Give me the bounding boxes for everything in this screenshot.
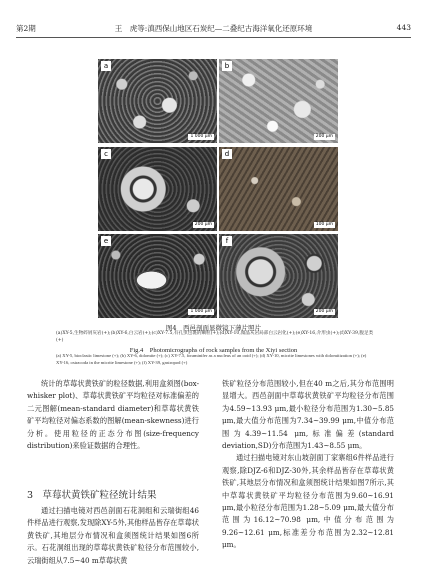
body-column-left bbox=[27, 378, 199, 452]
running-title: 王 虎等:滇西保山地区石炭纪—二叠纪古海洋氧化还原环境 bbox=[114, 24, 313, 33]
header-rule bbox=[16, 37, 411, 38]
paragraph: 通过扫描电镜对东山坡剖面丁家寨组6件样品进行观察,除DJZ-6和DJZ-30外,其余样品皆存在草莓状黄铁矿,其地层分布情况和盒须图统计结果如图7所示,其中草莓状黄铁矿平均粒径分布范围为9.60~16.91 μm,最小粒径分布范围为1.28~5.09 μm,最大值分布范围为16.12~70.98 μm,中值分布范围为9.26~12.61 μm,标准差分布范围为2.32~12.81 μm。 bbox=[222, 453, 394, 550]
body-column-left-2 bbox=[27, 505, 199, 567]
panel-label: f bbox=[222, 236, 232, 246]
figure-caption-en: Fig.4 Photomicrographs of rock samples from the Xiyi section bbox=[129, 347, 298, 354]
panel-label: e bbox=[101, 236, 111, 246]
scale-bar: 200 μm bbox=[315, 134, 333, 139]
photomicrograph-e bbox=[98, 234, 217, 318]
paragraph: 统计的草莓状黄铁矿的粒径数据,利用盒须图(box-whisker plot)、草莓状黄铁矿平均粒径对标准偏差的二元图解(mean-standard diameter)和草莓状黄铁矿平均粒径对偏态系数的图解(mean-skewness)进行分析。使用粒径的正态分布图(size-frequency distribution)来验证数据的合理性。 bbox=[27, 379, 199, 451]
panel-label: a bbox=[101, 61, 111, 71]
running-header bbox=[16, 23, 411, 35]
figure-note-en: (a) XY-5, bioclastic limestone (+); (b) XY-6, dolomite (+); (c) XY-7.5, foraminifer as a nucleus of an ooid (+); (d) XY-10, micrite limestones with dolomitization (+); (e) XY-16, ostracoda in the micrite limestone (+); (f) XY-39, gastropod (+) bbox=[56, 353, 367, 365]
photomicrograph-f bbox=[219, 234, 338, 318]
panel-label: b bbox=[222, 61, 232, 71]
photomicrograph-c bbox=[98, 147, 217, 231]
scale-bar: 200 μm bbox=[315, 309, 333, 314]
photomicrograph-b bbox=[219, 59, 338, 143]
scale-bar: 200 μm bbox=[194, 222, 212, 227]
body-column-right bbox=[222, 378, 394, 552]
paragraph: 通过扫描电镜对西邑剖面石花洞组和云瑞街组46件样品进行观察,发现除XY-5外,其他样品皆存在草莓状黄铁矿,其地层分布情况和盒须图统计结果如图6所示。石花洞组出现的草莓状黄铁矿粒径分布范围较小,云瑞街组从7.5~40 m草莓状黄 bbox=[27, 506, 199, 565]
paragraph: 铁矿粒径分布范围较小,但在40 m之后,其分布范围明显增大。西邑剖面中草莓状黄铁矿平均粒径分布范围为4.59~13.93 μm,最小粒径分布范围为1.30~5.85 μm,最大值分布范围为7.34~39.99 μm,中值分布范围为4.39~11.54 μm,标准偏差(standard deviation,SD)分布范围为1.43~8.55 μm。 bbox=[222, 379, 394, 451]
panel-label: d bbox=[222, 149, 232, 159]
page-number: 443 bbox=[396, 23, 411, 32]
photomicrograph-a bbox=[98, 59, 217, 143]
issue-number: 第2期 bbox=[16, 24, 36, 33]
scale-bar: 1 000 μm bbox=[190, 134, 212, 139]
scale-bar: 100 μm bbox=[315, 222, 333, 227]
scale-bar: 1 000 μm bbox=[190, 309, 212, 314]
photomicrograph-d bbox=[219, 147, 338, 231]
figure-note-cn: (a)XY-5,生物碎屑灰岩(+);(b)XY-6,白云岩(+);(c)XY-7.5,有孔虫包裹的鲕粒(+);(d)XY-10,微晶灰岩局部白云岩化(+);(e)XY-16,介形虫(+);(f)XY-39,腹足类(+) bbox=[56, 331, 374, 343]
figure-caption-cn: 图4 西邑剖面显微镜下薄片照片 bbox=[165, 324, 262, 332]
panel-label: c bbox=[101, 149, 111, 159]
section-heading: 3 草莓状黄铁矿粒径统计结果 bbox=[27, 490, 157, 501]
